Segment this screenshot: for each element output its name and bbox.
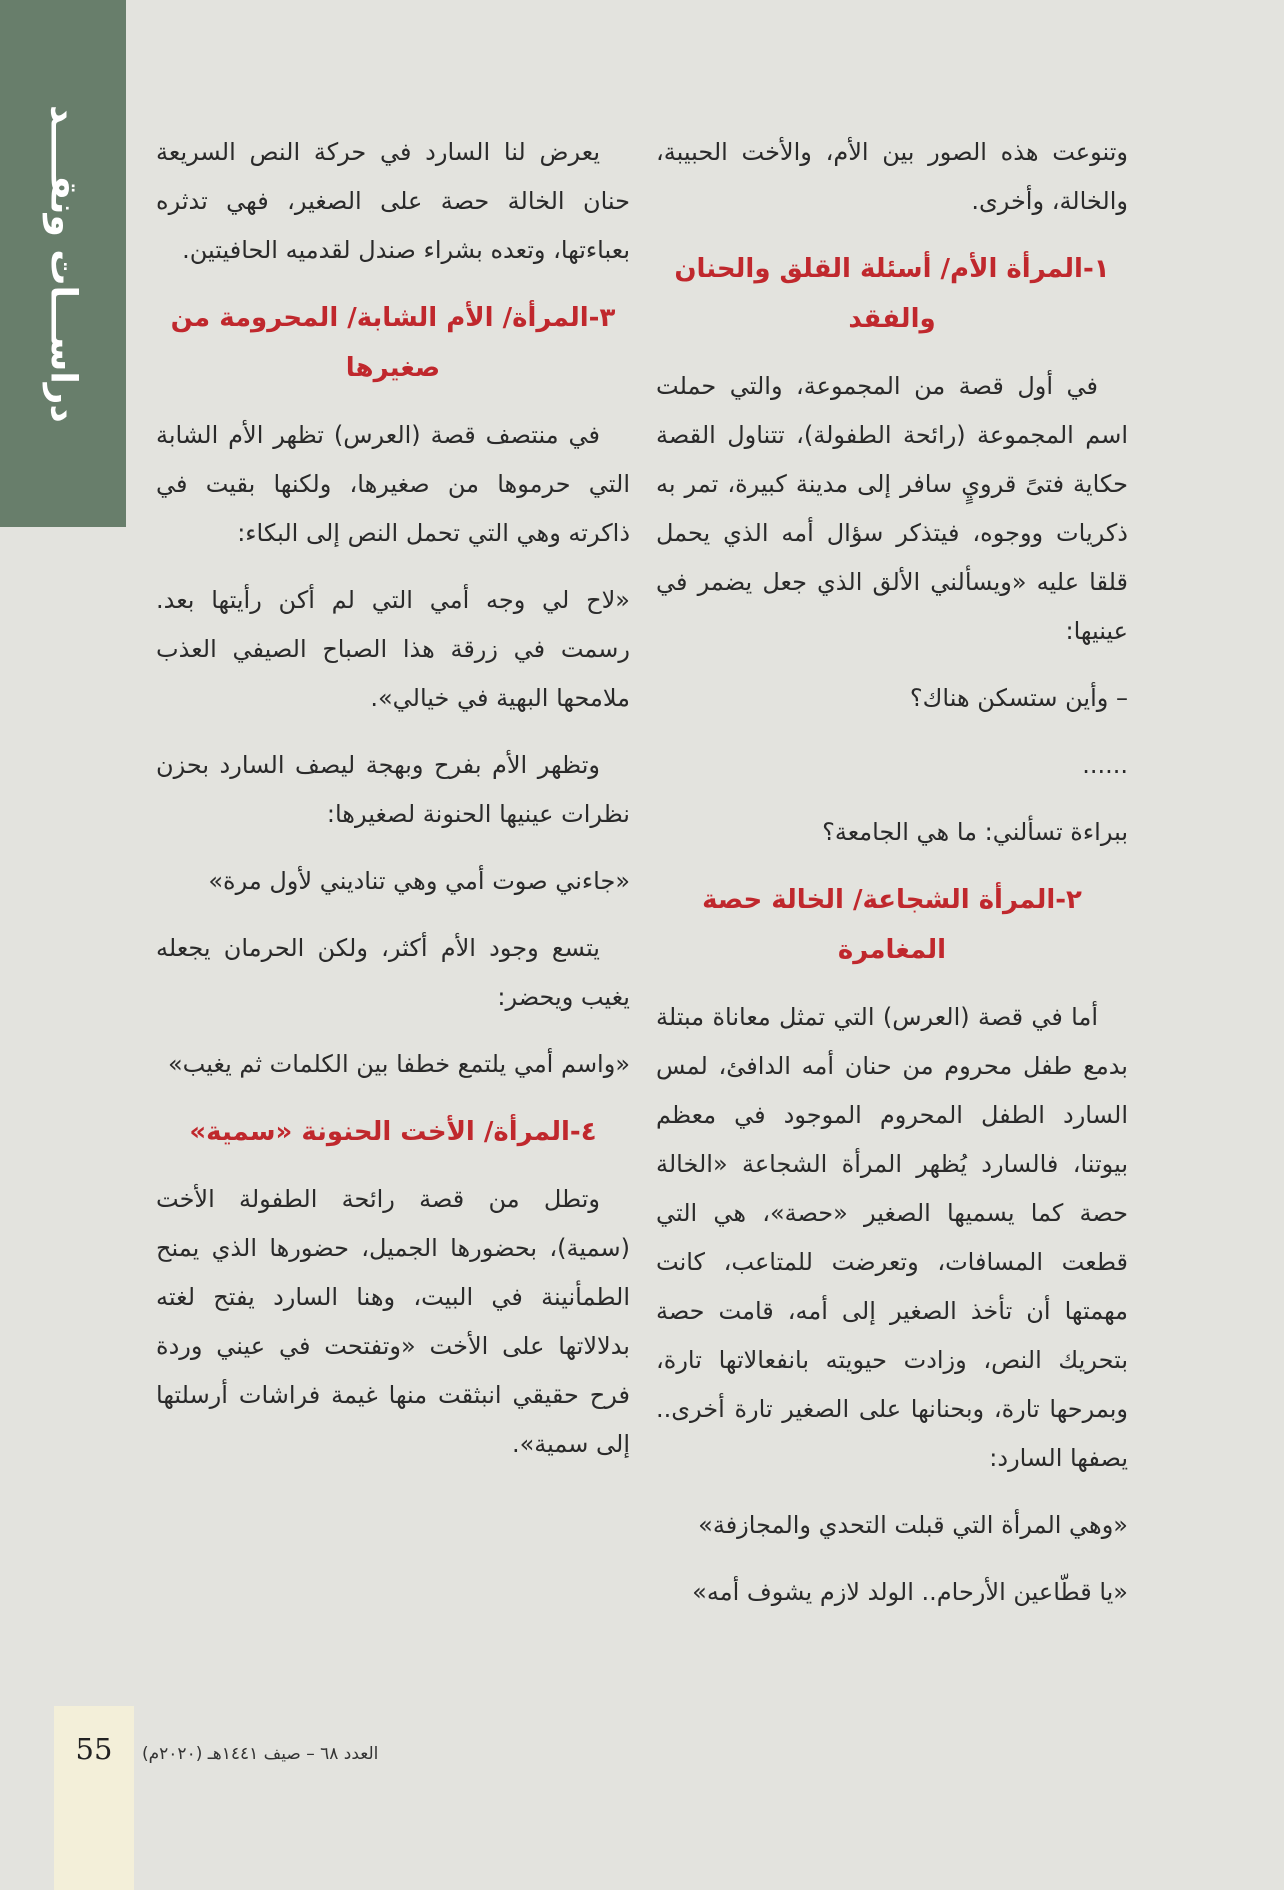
page-number: 55 bbox=[75, 1732, 113, 1766]
right-column bbox=[656, 128, 1128, 1635]
section-heading-4: ٤-المرأة/ الأخت الحنونة «سمية» bbox=[189, 1117, 597, 1147]
paragraph: أما في قصة (العرس) التي تمثل معاناة مبتلة بدمع طفل محروم من حنان أمه الدافئ، لمس السارد الطفل المحروم الموجود في معظم بيوتنا، فالسارد يُظهر المرأة الشجاعة «الخالة حصة كما يسميها الصغير «حصة»، هي التي قطعت المسافات، وتعرضت للمتاعب، كانت مهمتها أن تأخذ الصغير إلى أمه، قامت حصة بتحريك النص، وزادت حيويته بانفعالاتها تارة، وبمرحها تارة، وبحنانها على الصغير تارة أخرى.. يصفها السارد: bbox=[656, 1003, 1128, 1472]
page-number-box bbox=[54, 1706, 134, 1890]
quote-line: ببراءة تسألني: ما هي الجامعة؟ bbox=[822, 818, 1128, 846]
paragraph: في أول قصة من المجموعة، والتي حملت اسم المجموعة (رائحة الطفولة)، تتناول القصة حكاية فتىً قرويٍ سافر إلى مدينة كبيرة، تمر به ذكريات ووجوه، فيتذكر سؤال أمه الذي يحمل قلقا عليه «ويسألني الألق الذي جعل يضمر في عينيها: bbox=[656, 372, 1128, 645]
left-column bbox=[156, 128, 630, 1487]
quote: «وهي المرأة التي قبلت التحدي والمجازفة» bbox=[698, 1511, 1128, 1539]
paragraph: وتنوعت هذه الصور بين الأم، والأخت الحبيبة، والخالة، وأخرى. bbox=[656, 138, 1128, 215]
paragraph: يتسع وجود الأم أكثر، ولكن الحرمان يجعله يغيب ويحضر: bbox=[156, 934, 630, 1011]
quote: «يا قطّاعين الأرحام.. الولد لازم يشوف أمه» bbox=[692, 1578, 1128, 1606]
ellipsis-line: ...... bbox=[1082, 751, 1128, 779]
paragraph: يعرض لنا السارد في حركة النص السريعة حنان الخالة حصة على الصغير، فهي تدثره بعباءتها، وتعده بشراء صندل لقدميه الحافيتين. bbox=[156, 138, 630, 264]
section-heading-3: ٣-المرأة/ الأم الشابة/ المحرومة من صغيرها bbox=[170, 303, 616, 383]
section-heading-1: ١-المرأة الأم/ أسئلة القلق والحنان والفقد bbox=[674, 254, 1110, 334]
quote: «واسم أمي يلتمع خطفا بين الكلمات ثم يغيب» bbox=[168, 1050, 630, 1078]
paragraph: في منتصف قصة (العرس) تظهر الأم الشابة التي حرموها من صغيرها، ولكنها بقيت في ذاكرته وهي التي تحمل النص إلى البكاء: bbox=[156, 421, 630, 547]
issue-footer: العدد ٦٨ – صيف ١٤٤١هـ (٢٠٢٠م) bbox=[142, 1744, 379, 1764]
quote-line: – وأين ستسكن هناك؟ bbox=[909, 684, 1128, 712]
section-heading-2: ٢-المرأة الشجاعة/ الخالة حصة المغامرة bbox=[702, 885, 1082, 965]
paragraph: وتظهر الأم بفرح وبهجة ليصف السارد بحزن نظرات عينيها الحنونة لصغيرها: bbox=[156, 751, 630, 828]
quote: «لاح لي وجه أمي التي لم أكن رأيتها بعد. رسمت في زرقة هذا الصباح الصيفي العذب ملامحها البهية في خيالي». bbox=[156, 586, 630, 712]
quote: «جاءني صوت أمي وهي تناديني لأول مرة» bbox=[208, 867, 630, 895]
paragraph: وتطل من قصة رائحة الطفولة الأخت (سمية)، بحضورها الجميل، حضورها الذي يمنح الطمأنينة في البيت، وهنا السارد يفتح لغته بدلالاتها على الأخت «وتفتحت في عيني وردة فرح حقيقي انبثقت منها غيمة فراشات أرسلتها إلى سمية». bbox=[156, 1185, 630, 1458]
section-side-tab bbox=[0, 0, 126, 527]
section-label: دراســـات ونقــــد bbox=[42, 104, 84, 423]
